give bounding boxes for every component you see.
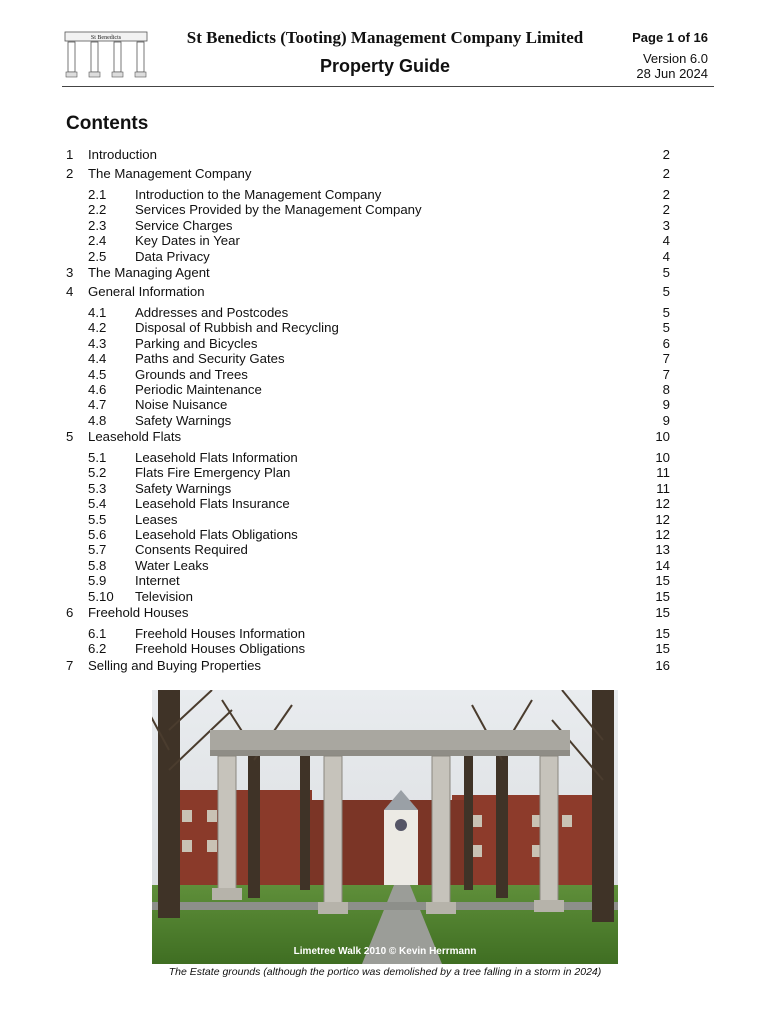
toc-num: 2.1 bbox=[88, 187, 107, 202]
toc-page: 15 bbox=[655, 573, 670, 589]
toc-page: 12 bbox=[655, 511, 670, 527]
toc-num: 5.8 bbox=[88, 557, 107, 573]
version: Version 6.0 bbox=[642, 51, 708, 66]
toc-num: 4.7 bbox=[88, 397, 107, 413]
toc-entry[interactable] bbox=[66, 382, 670, 397]
toc-title: Disposal of Rubbish and Recycling bbox=[135, 320, 339, 336]
toc-entry[interactable] bbox=[66, 573, 670, 588]
toc-title: Freehold Houses Information bbox=[135, 625, 306, 641]
toc-page: 2 bbox=[662, 187, 670, 202]
toc-entry[interactable] bbox=[66, 351, 670, 366]
toc-entry[interactable] bbox=[66, 249, 670, 264]
toc-title: Leasehold Flats Obligations bbox=[135, 527, 298, 543]
toc-title: General Information bbox=[88, 283, 205, 299]
toc-page: 5 bbox=[662, 264, 670, 280]
toc-title: Leases bbox=[135, 511, 178, 527]
toc-num: 6.1 bbox=[88, 625, 107, 641]
table-of-contents bbox=[66, 146, 670, 679]
toc-num: 2.3 bbox=[88, 217, 107, 233]
toc-page: 5 bbox=[662, 320, 670, 336]
toc-entry[interactable] bbox=[66, 626, 670, 641]
toc-page: 7 bbox=[662, 351, 670, 367]
toc-title: Freehold Houses Obligations bbox=[135, 641, 306, 657]
toc-entry[interactable] bbox=[66, 604, 670, 626]
toc-page: 4 bbox=[662, 248, 670, 264]
toc-entry[interactable] bbox=[66, 450, 670, 465]
toc-num: 4.2 bbox=[88, 320, 107, 336]
toc-page: 15 bbox=[655, 588, 670, 604]
toc-page: 9 bbox=[662, 397, 670, 413]
toc-title: Freehold Houses bbox=[88, 604, 189, 620]
toc-title: Services Provided by the Management Company bbox=[135, 202, 422, 218]
toc-entry[interactable] bbox=[66, 527, 670, 542]
toc-page: 10 bbox=[655, 450, 670, 466]
toc-page: 9 bbox=[662, 412, 670, 428]
toc-entry[interactable] bbox=[66, 264, 670, 283]
toc-num: 2 bbox=[66, 166, 74, 181]
toc-title: Service Charges bbox=[135, 217, 233, 233]
toc-page: 12 bbox=[655, 527, 670, 543]
toc-entry[interactable] bbox=[66, 367, 670, 382]
toc-title: Parking and Bicycles bbox=[135, 335, 258, 351]
toc-title: The Managing Agent bbox=[88, 264, 210, 280]
toc-entry[interactable] bbox=[66, 641, 670, 656]
toc-title: Introduction to the Management Company bbox=[135, 187, 382, 202]
toc-num: 5.2 bbox=[88, 465, 107, 481]
toc-entry[interactable] bbox=[66, 218, 670, 233]
toc-title: Data Privacy bbox=[135, 248, 210, 264]
toc-num: 6 bbox=[66, 604, 74, 620]
toc-title: Paths and Security Gates bbox=[135, 351, 285, 367]
toc-title: The Management Company bbox=[88, 166, 252, 181]
toc-entry[interactable] bbox=[66, 413, 670, 428]
toc-title: Water Leaks bbox=[135, 557, 209, 573]
toc-title: Leasehold Flats bbox=[88, 429, 182, 445]
toc-page: 3 bbox=[662, 217, 670, 233]
toc-page: 11 bbox=[656, 465, 670, 481]
toc-num: 4 bbox=[66, 283, 74, 299]
toc-num: 6.2 bbox=[88, 641, 107, 657]
toc-title: Consents Required bbox=[135, 542, 248, 558]
toc-entry[interactable] bbox=[66, 481, 670, 496]
toc-page: 12 bbox=[655, 496, 670, 512]
toc-page: 2 bbox=[662, 166, 670, 181]
toc-page: 5 bbox=[662, 283, 670, 299]
toc-num: 1 bbox=[66, 147, 74, 162]
document-title: Property Guide bbox=[319, 56, 451, 76]
photo-caption: The Estate grounds (although the portico was demolished by a tree falling in a storm in 2024) bbox=[168, 966, 602, 978]
toc-num: 5.10 bbox=[88, 588, 114, 604]
toc-title: Leasehold Flats Information bbox=[135, 450, 298, 466]
toc-title: Addresses and Postcodes bbox=[135, 304, 289, 320]
toc-title: Key Dates in Year bbox=[135, 233, 240, 249]
toc-page: 13 bbox=[655, 542, 670, 558]
toc-page: 2 bbox=[662, 202, 670, 218]
toc-title: Safety Warnings bbox=[135, 412, 232, 428]
toc-entry[interactable] bbox=[66, 512, 670, 527]
toc-title: Periodic Maintenance bbox=[135, 381, 262, 397]
toc-entry[interactable] bbox=[66, 465, 670, 480]
toc-title: Safety Warnings bbox=[135, 480, 232, 496]
toc-page: 4 bbox=[662, 233, 670, 249]
toc-page: 14 bbox=[655, 557, 670, 573]
toc-entry[interactable] bbox=[66, 558, 670, 573]
toc-entry[interactable] bbox=[66, 428, 670, 450]
toc-entry[interactable] bbox=[66, 187, 670, 202]
toc-page: 8 bbox=[662, 381, 670, 397]
toc-entry[interactable] bbox=[66, 165, 670, 187]
toc-entry[interactable] bbox=[66, 320, 670, 335]
toc-page: 2 bbox=[662, 147, 670, 162]
toc-page: 7 bbox=[662, 366, 670, 382]
toc-entry[interactable] bbox=[66, 397, 670, 412]
toc-entry[interactable] bbox=[66, 589, 670, 604]
toc-entry[interactable] bbox=[66, 542, 670, 557]
page-number: Page 1 of 16 bbox=[632, 30, 708, 45]
toc-num: 4.1 bbox=[88, 304, 107, 320]
toc-num: 4.6 bbox=[88, 381, 107, 397]
company-name: St Benedicts (Tooting) Management Company Limited bbox=[186, 28, 584, 47]
toc-entry[interactable] bbox=[66, 233, 670, 248]
photo-watermark: Limetree Walk 2010 © Kevin Herrmann bbox=[293, 946, 477, 957]
toc-title: Grounds and Trees bbox=[135, 366, 248, 382]
toc-entry[interactable] bbox=[66, 146, 670, 165]
toc-num: 3 bbox=[66, 264, 74, 280]
toc-page: 11 bbox=[656, 480, 670, 496]
toc-num: 7 bbox=[66, 657, 74, 673]
portico-logo bbox=[64, 30, 148, 80]
toc-entry[interactable] bbox=[66, 496, 670, 511]
toc-entry[interactable] bbox=[66, 202, 670, 217]
estate-photo bbox=[152, 690, 618, 964]
page-header bbox=[62, 26, 714, 87]
toc-num: 5.9 bbox=[88, 573, 107, 589]
toc-num: 4.5 bbox=[88, 366, 107, 382]
toc-num: 5.3 bbox=[88, 480, 107, 496]
contents-heading: Contents bbox=[66, 113, 149, 134]
toc-num: 4.4 bbox=[88, 351, 107, 367]
toc-num: 5.7 bbox=[88, 542, 107, 558]
toc-num: 5.6 bbox=[88, 527, 107, 543]
toc-page: 15 bbox=[655, 604, 670, 620]
toc-page: 15 bbox=[655, 641, 670, 657]
toc-title: Leasehold Flats Insurance bbox=[135, 496, 290, 512]
toc-title: Flats Fire Emergency Plan bbox=[135, 465, 291, 481]
toc-title: Television bbox=[135, 588, 193, 604]
toc-page: 5 bbox=[662, 304, 670, 320]
toc-num: 4.3 bbox=[88, 335, 107, 351]
toc-page: 6 bbox=[662, 335, 670, 351]
toc-title: Internet bbox=[135, 573, 180, 589]
toc-entry[interactable] bbox=[66, 305, 670, 320]
date: 28 Jun 2024 bbox=[636, 66, 708, 81]
toc-title: Introduction bbox=[88, 147, 157, 162]
toc-page: 16 bbox=[655, 657, 670, 673]
toc-entry[interactable] bbox=[66, 283, 670, 305]
toc-page: 10 bbox=[655, 429, 670, 445]
toc-title: Selling and Buying Properties bbox=[88, 657, 262, 673]
toc-page: 15 bbox=[655, 625, 670, 641]
toc-num: 5.1 bbox=[88, 450, 107, 466]
toc-num: 2.2 bbox=[88, 202, 107, 218]
toc-num: 4.8 bbox=[88, 412, 107, 428]
toc-num: 5.4 bbox=[88, 496, 107, 512]
toc-num: 2.4 bbox=[88, 233, 107, 249]
document-meta bbox=[632, 30, 708, 81]
toc-num: 5 bbox=[66, 429, 74, 445]
toc-num: 2.5 bbox=[88, 248, 107, 264]
logo-text: St Benedicts bbox=[90, 35, 122, 41]
toc-entry[interactable] bbox=[66, 336, 670, 351]
toc-entry[interactable] bbox=[66, 657, 670, 679]
toc-title: Noise Nuisance bbox=[135, 397, 228, 413]
toc-num: 5.5 bbox=[88, 511, 107, 527]
